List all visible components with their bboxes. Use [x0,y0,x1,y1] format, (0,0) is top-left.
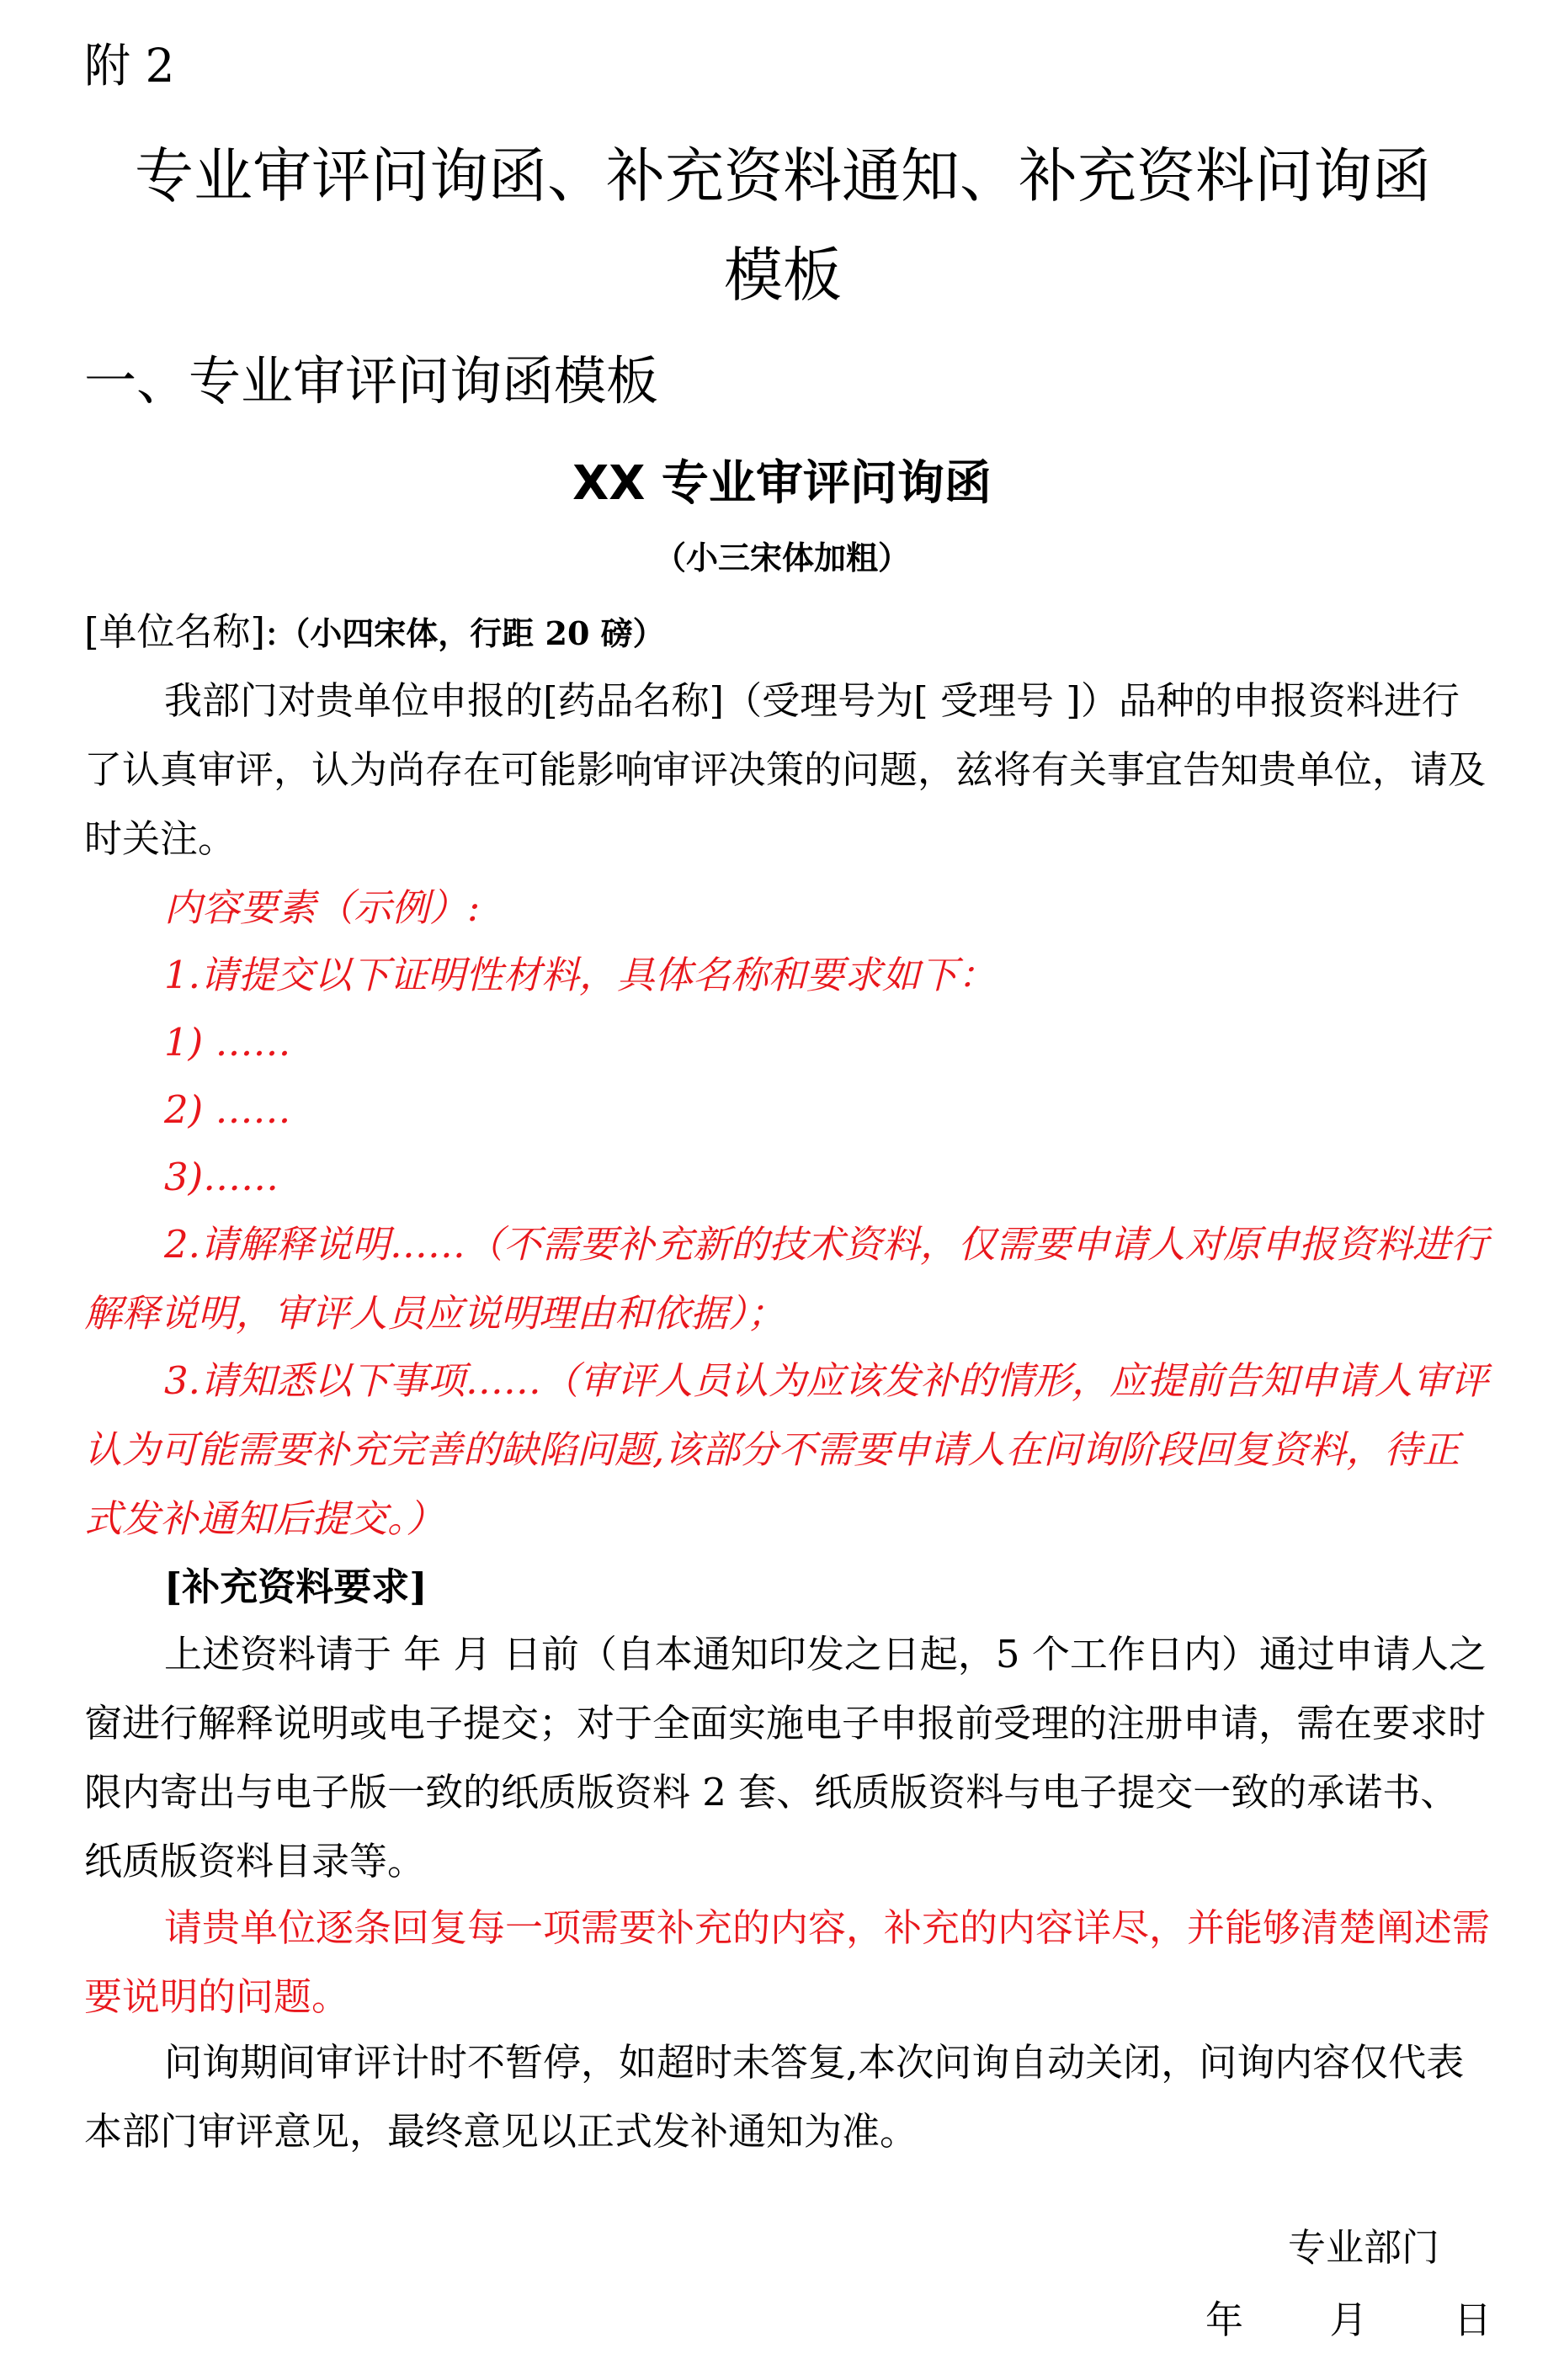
signature-year: 年 [1205,2298,1244,2342]
main-title [51,126,1515,325]
signature-day: 日 [1453,2298,1492,2342]
letter-title-format-note: （小三宋体加粗） [653,539,910,576]
signature-month: 月 [1329,2298,1368,2342]
intro-paragraph: 我部门对贵单位申报的[药品名称]（受理号为[ 受理号 ]）品种的申报资料进行了认真审评，认为尚存在可能影响审评决策的问题，兹将有关事宜告知贵单位，请及时关注。 [84,678,1487,861]
example-item-1: 1.请提交以下证明性材料，具体名称和要求如下： [164,953,996,997]
addressee-line [84,598,1490,668]
letter-title: XX 专业审评问询函 [572,456,992,511]
requirements-heading: [补充资料要求] [164,1565,428,1609]
deadline-paragraph: 上述资料请于 年 月 日前（自本通知印发之日起，5 个工作日内）通过申请人之窗进行解释说明或电子提交；对于全面实施电子申报前受理的注册申请，需在要求时限内寄出与电子版一致的纸质版资料 2 套、纸质版资料与电子提交一致的承诺书、纸质版资料目录等。 [84,1632,1487,1883]
section-title: 一、专业审评问询函模板 [84,350,659,412]
example-item-2: 2.请解释说明……（不需要补充新的技术资料，仅需要申请人对原申报资料进行解释说明，审评人员应说明理由和依据）； [84,1222,1488,1336]
timing-note: 问询期间审评计时不暂停，如超时未答复,本次问询自动关闭，问询内容仅代表本部门审评意见，最终意见以正式发补通知为准。 [84,2040,1465,2154]
reply-instruction: 请贵单位逐条回复每一项需要补充的内容，补充的内容详尽，并能够清楚阐述需要说明的问题。 [84,1905,1491,2019]
main-title-line-2: 模板 [724,241,842,310]
signature-department: 专业部门 [1288,2225,1440,2270]
annex-label: 附 2 [84,39,175,93]
addressee-placeholder: [单位名称]: [84,609,279,654]
main-title-line-1: 专业审评问询函、补充资料通知、补充资料问询函 [135,141,1431,210]
example-sub-item-2: 2) …… [164,1087,291,1132]
example-sub-item-3: 3)…… [164,1155,279,1199]
addressee-format-note: （小四宋体，行距 20 磅） [278,614,665,652]
example-heading: 内容要素（示例）: [164,885,481,930]
signature-date [1205,2286,1492,2355]
example-sub-item-1: 1) …… [164,1020,291,1065]
example-item-3: 3.请知悉以下事项……（审评人员认为应该发补的情形，应提前告知申请人审评认为可能需要补充完善的缺陷问题,该部分不需要申请人在问询阶段回复资料，待正式发补通知后提交。） [84,1358,1488,1541]
